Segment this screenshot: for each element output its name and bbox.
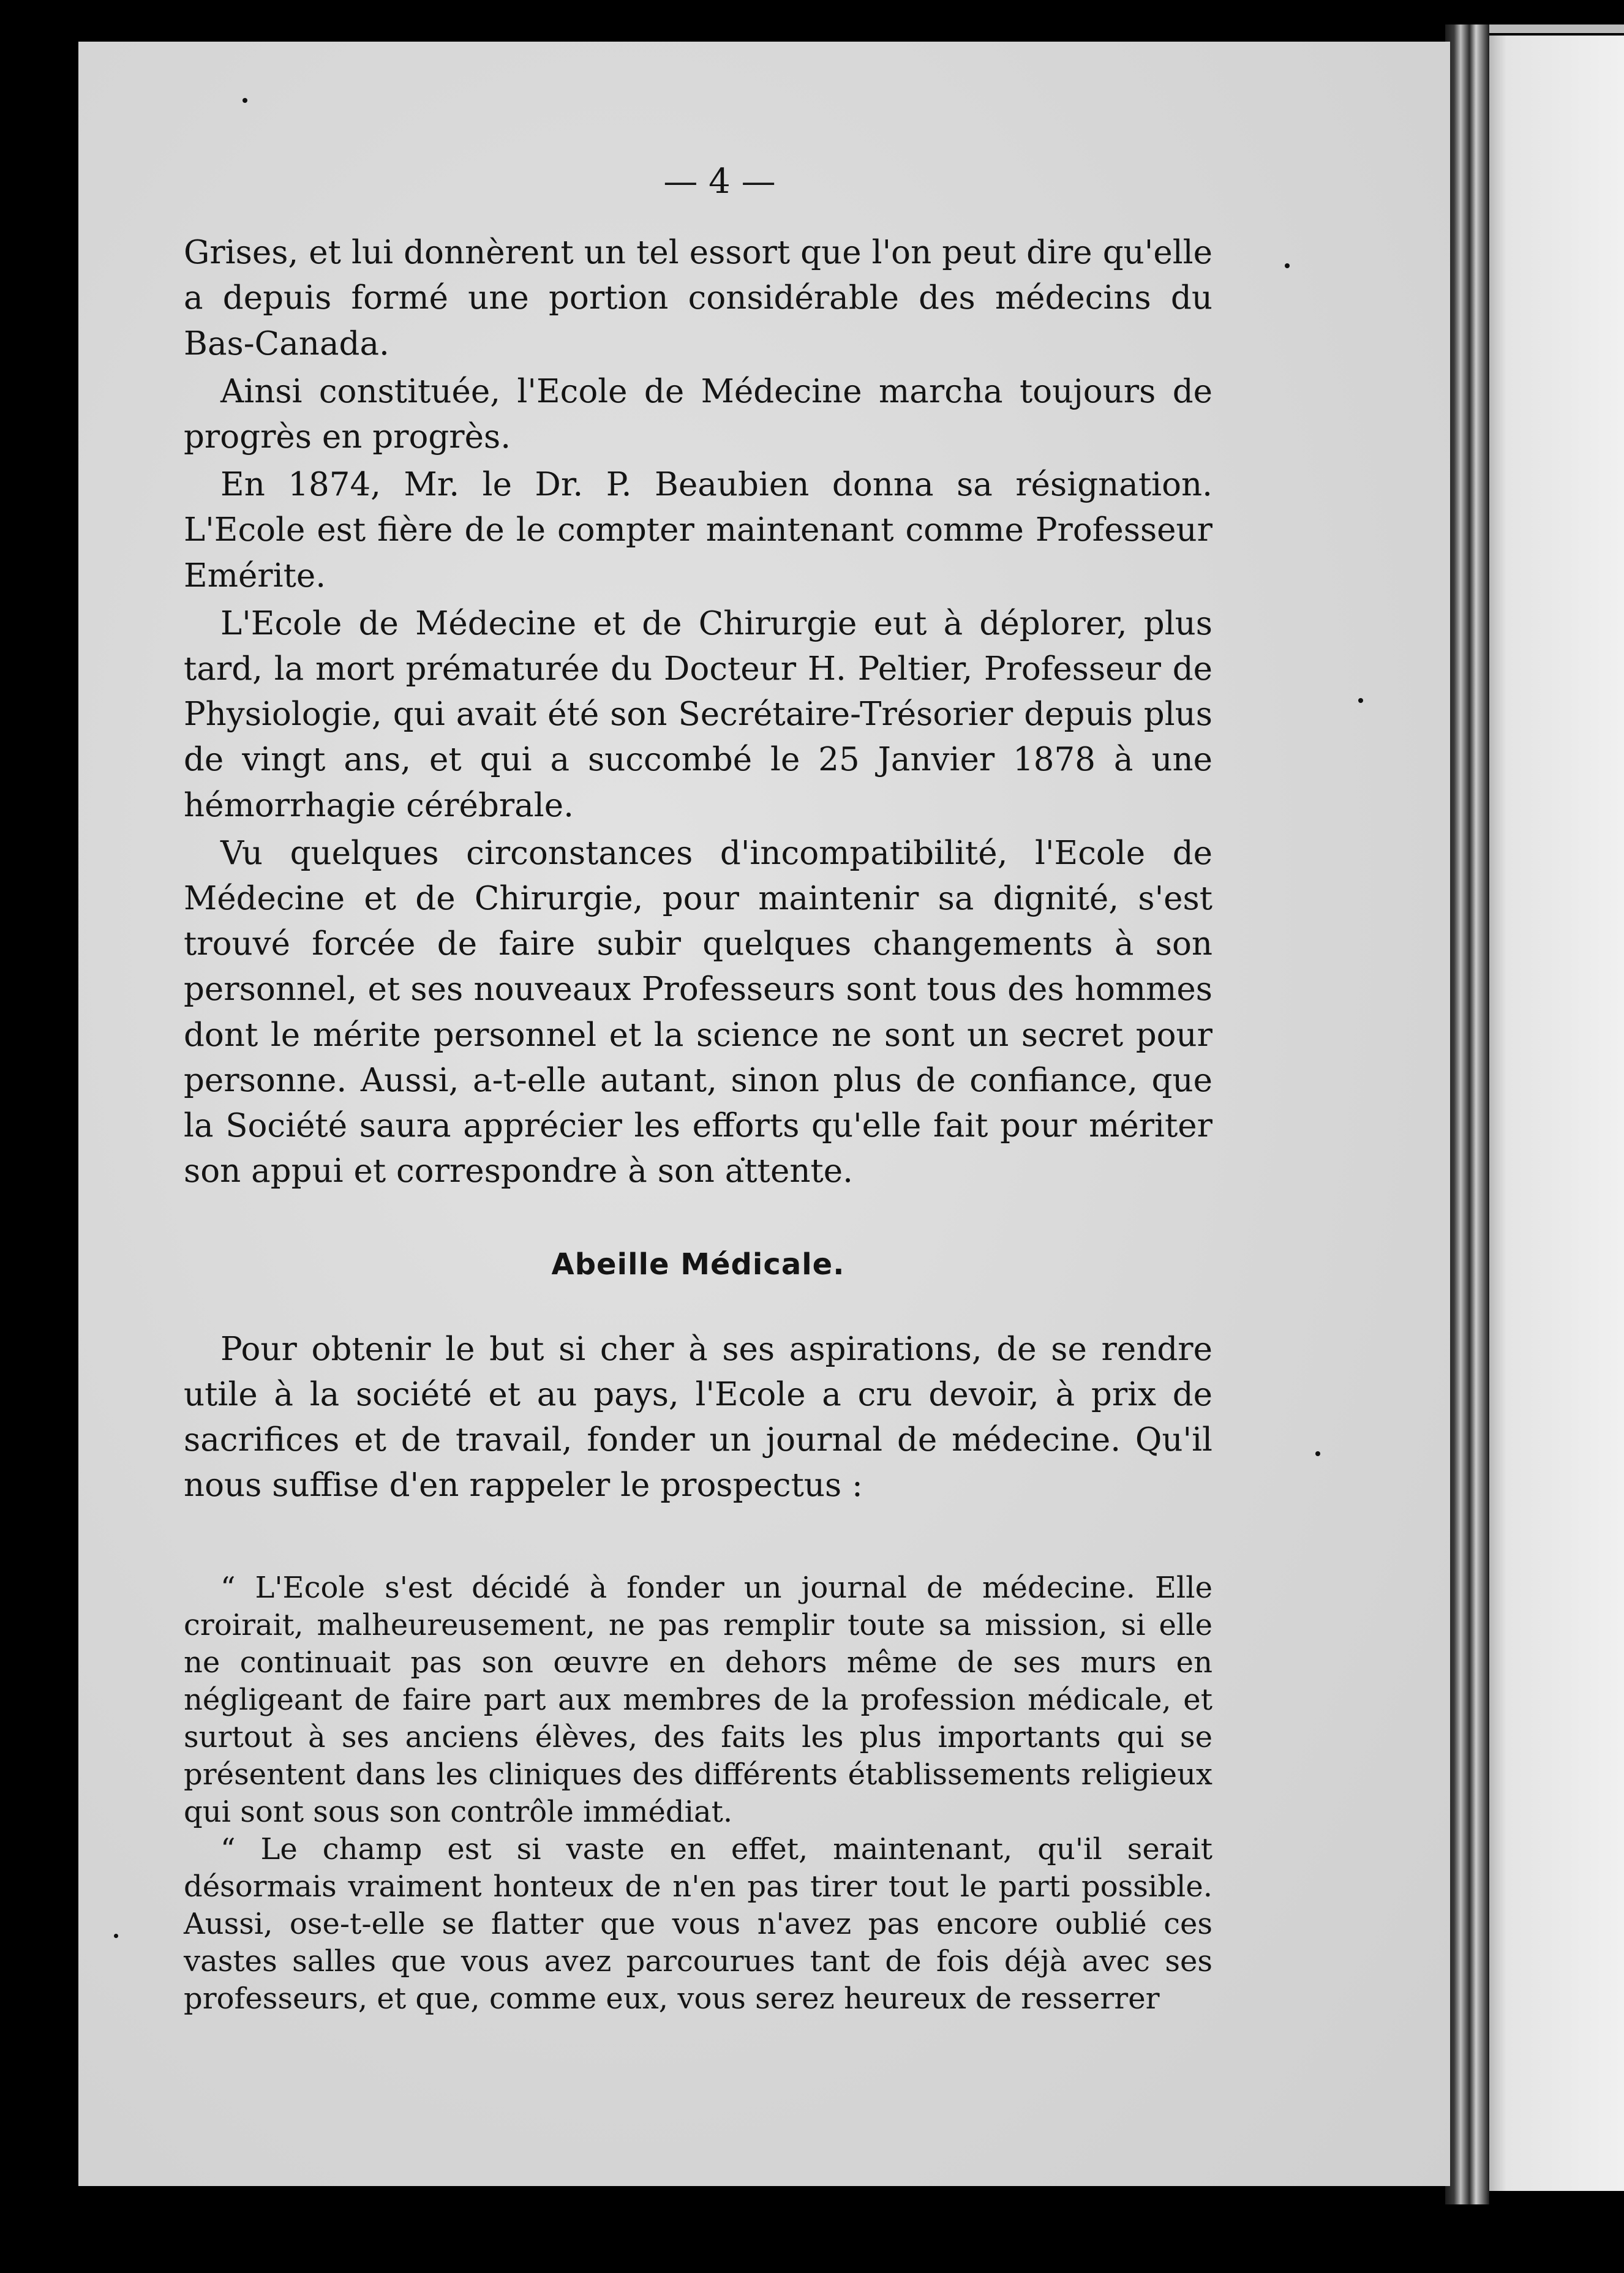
paragraph-continuation: Grises, et lui donnèrent un tel essort que l'on peut dire qu'elle a depuis formé une portion considérable des médecins du Bas-Canada. bbox=[184, 234, 1212, 363]
ink-speck bbox=[1285, 263, 1290, 268]
prospectus-quote bbox=[184, 1569, 1212, 2018]
ink-speck bbox=[114, 1934, 118, 1938]
quote-paragraph: “ L'Ecole s'est décidé à fonder un journal de médecine. Elle croirait, malheureusement, ne pas remplir toute sa mission, si elle ne continuait pas son œuvre en dehors même de ses murs en négligeant de faire part aux membres de la profession médicale, et surtout à ses anciens élèves, des faits les plus importants qui se présentent dans les cliniques des différents établissements religieux qui sont sous son contrôle immédiat. bbox=[184, 1571, 1212, 1830]
paragraph: Pour obtenir le but si cher à ses aspirations, de se rendre utile à la société et au pays, l'Ecole a cru devoir, à prix de sacrifices et de travail, fonder un journal de médecine. Qu'il nous suffise d'en rappeler le prospectus : bbox=[184, 1330, 1212, 1505]
paragraph: Ainsi constituée, l'Ecole de Médecine marcha toujours de progrès en progrès. bbox=[184, 372, 1212, 456]
ink-speck bbox=[1358, 698, 1363, 703]
paragraph: Vu quelques circonstances d'incompatibilité, l'Ecole de Médecine et de Chirurgie, pour maintenir sa dignité, s'est trouvé forcée de faire subir quelques changements à son personnel, et ses nouveaux Professeurs sont tous des hommes dont le mérite personnel et la science ne sont un secret pour personne. Aussi, a-t-elle autant, sinon plus de confiance, que la Société saura apprécier les efforts qu'elle fait pour mériter son appui et correspondre à son attente. bbox=[184, 834, 1212, 1190]
paragraph: En 1874, Mr. le Dr. P. Beaubien donna sa résignation. L'Ecole est fière de le compter maintenant comme Professeur Emérite. bbox=[184, 466, 1212, 595]
ink-speck bbox=[1315, 1451, 1320, 1456]
quote-paragraph: “ Le champ est si vaste en effet, maintenant, qu'il serait désormais vraiment honteux de n'en pas tirer tout le parti possible. Aussi, ose-t-elle se flatter que vous n'avez pas encore oublié ces vastes salles que vous avez parcourues tant de fois déjà avec ses professeurs, et que, comme eux, vous serez heureux de resserrer bbox=[184, 1832, 1212, 2016]
book-spine bbox=[1445, 24, 1489, 2204]
paragraph: L'Ecole de Médecine et de Chirurgie eut à déplorer, plus tard, la mort prématurée du Docteur H. Peltier, Professeur de Physiologie, qui avait été son Secrétaire-Trésorier depuis plus de vingt ans, et qui a succombé le 25 Janvier 1878 à une hémorrhagie cérébrale. bbox=[184, 604, 1212, 824]
page-text bbox=[184, 159, 1212, 2018]
page-number: — 4 — bbox=[663, 162, 776, 201]
facing-page-edge bbox=[1477, 36, 1624, 2191]
section-heading: Abeille Médicale. bbox=[551, 1247, 845, 1282]
ink-speck bbox=[242, 98, 247, 103]
